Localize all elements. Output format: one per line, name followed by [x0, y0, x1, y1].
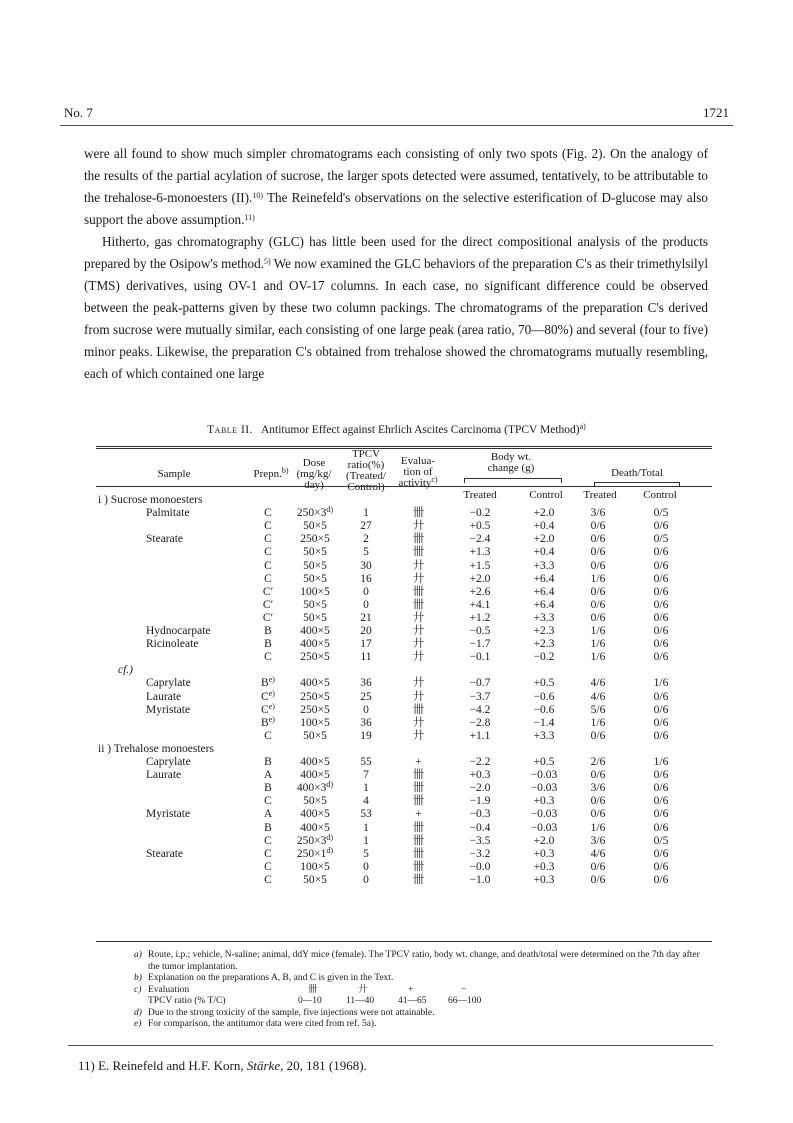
row-prepn: B [264, 756, 272, 768]
row-evaluation: 卌 [412, 546, 424, 559]
row-body-control: +2.0 [533, 834, 555, 847]
row-death-control: 0/6 [653, 703, 669, 716]
row-death-control: 0/6 [653, 611, 669, 624]
row-evaluation: 廾 [412, 690, 424, 703]
table-row [96, 688, 712, 704]
row-body-treated: −0.5 [469, 625, 491, 637]
row-death-control: 0/6 [653, 769, 669, 782]
header-death-treated: Treated [583, 489, 617, 501]
row-prepn: C [264, 847, 272, 860]
row-death-control: 0/6 [653, 690, 669, 703]
row-tpcv-ratio: 30 [360, 559, 372, 572]
row-evaluation: 卌 [412, 703, 424, 716]
row-body-control: +0.4 [533, 520, 555, 533]
row-tpcv-ratio: 1 [363, 821, 369, 834]
row-tpcv-ratio: 0 [363, 585, 369, 598]
row-dose: 100×5 [300, 585, 330, 598]
row-dose: $250\times 3^{d)}$ [296, 505, 334, 520]
row-body-treated: −0.0 [469, 860, 491, 873]
row-death-control: 0/6 [653, 873, 669, 886]
row-tpcv-ratio: 16 [360, 572, 372, 585]
row-body-treated: −2.0 [469, 782, 491, 795]
row-tpcv-ratio: 36 [360, 716, 372, 729]
row-sample: Laurate [146, 769, 182, 782]
body-text [84, 143, 708, 385]
row-evaluation: 廾 [412, 651, 424, 664]
header-body-brace [464, 478, 562, 483]
row-body-treated: −3.2 [469, 847, 491, 860]
table-row [96, 533, 712, 546]
table-label: Table II. [207, 424, 253, 436]
row-prepn: C [264, 533, 272, 546]
row-prepn: A [263, 808, 273, 821]
section-sucrose: i ) Sucrose monoesters [98, 494, 203, 506]
row-death-treated: 5/6 [590, 703, 606, 716]
row-dose: 100×5 [300, 716, 330, 729]
table-row [96, 612, 712, 625]
ref-5: 5) [264, 257, 271, 266]
row-dose: 50×5 [303, 795, 327, 808]
row-death-control: 0/6 [653, 598, 669, 611]
row-dose: 250×5 [300, 703, 330, 716]
row-death-control: 0/6 [653, 559, 669, 572]
row-death-treated: 0/6 [590, 808, 606, 821]
page-header [60, 105, 733, 121]
footnote-c: c) Evaluation 卌 廾 + − TPCV ratio (% T/C) 0—10 11—40 41—65 66—100 [148, 985, 708, 1008]
row-body-control: +2.0 [533, 507, 555, 520]
row-prepn: C [264, 860, 272, 873]
row-dose: 250×5 [300, 651, 330, 664]
row-sample: Caprylate [146, 677, 191, 690]
row-death-treated: 1/6 [590, 821, 606, 834]
row-body-control: −1.4 [533, 716, 555, 729]
row-death-treated: 4/6 [590, 690, 606, 703]
reference-11: 11) E. Reinefeld and H.F. Korn, Stärke, 20, 181 (1968). [78, 1058, 367, 1073]
row-dose: 50×5 [303, 572, 327, 585]
row-death-treated: 0/6 [590, 585, 606, 598]
row-death-control: 0/6 [653, 821, 669, 834]
paragraph-2: Hitherto, gas chromatography (GLC) has little been used for the direct compositional analysis of the products prepared by the Osipow's method.$^{5)}$ We now examined the GLC behaviors of the preparation C's as their trimethylsilyl (TMS) derivatives, using OV-1 and OV-17 columns. In each case, no significant difference could be observed between the peak-patterns given by these two column packings. The chromatograms of the preparation C's derived from sucrose were mutually similar, each consisting of one large peak (area ratio, 70—80%) and several (four to five) minor peaks. Likewise, the preparation C's obtained from trehalose showed the chromatograms mutually resembling, each of which contained one large [84, 234, 708, 381]
row-prepn: B [264, 782, 272, 795]
footnotes [134, 950, 708, 1031]
row-body-treated: +2.6 [469, 585, 491, 598]
row-dose: $250\times 1^{d)}$ [296, 845, 334, 860]
row-body-control: +0.3 [533, 795, 555, 808]
table-top-rule [96, 446, 712, 449]
row-tpcv-ratio: 21 [360, 611, 372, 624]
row-evaluation: 廾 [412, 572, 424, 585]
table-row [96, 677, 712, 690]
row-death-treated: 0/6 [590, 873, 606, 886]
row-evaluation: 卌 [412, 585, 424, 598]
row-sample: Ricinoleate [146, 638, 199, 651]
row-sample: Hydnocarpate [146, 625, 211, 637]
row-death-treated: 3/6 [590, 507, 606, 520]
header-rule [60, 125, 733, 126]
row-death-treated: 1/6 [590, 625, 606, 637]
row-death-treated: 1/6 [590, 572, 606, 585]
row-death-control: 0/6 [653, 795, 669, 808]
row-dose: 50×5 [303, 520, 327, 533]
row-prepn: C [264, 546, 272, 559]
row-death-treated: 0/6 [590, 598, 606, 611]
row-tpcv-ratio: 1 [363, 782, 369, 795]
table-row [96, 832, 712, 848]
row-tpcv-ratio: 7 [363, 769, 369, 782]
row-body-control: −0.03 [530, 808, 558, 821]
row-tpcv-ratio: 20 [360, 625, 372, 637]
row-prepn: $B^{e)}$ [261, 714, 275, 729]
row-dose: 400×5 [300, 756, 330, 768]
table-row [96, 560, 712, 573]
table-row [96, 701, 712, 717]
row-death-control: 0/5 [653, 834, 669, 847]
row-evaluation: + [415, 756, 421, 768]
row-tpcv-ratio: 0 [363, 598, 369, 611]
table-row [96, 520, 712, 533]
row-body-control: +2.3 [533, 638, 555, 651]
row-dose: 50×5 [303, 559, 327, 572]
row-prepn: C [264, 559, 272, 572]
row-prepn: C [264, 651, 272, 664]
row-tpcv-ratio: 4 [363, 795, 369, 808]
row-prepn: C′ [262, 585, 274, 598]
row-death-treated: 3/6 [590, 834, 606, 847]
row-dose: 50×5 [303, 598, 327, 611]
header-body-treated: Treated [463, 489, 497, 501]
row-dose: $250\times 3^{d)}$ [296, 832, 334, 847]
row-prepn: C [264, 520, 272, 533]
row-death-control: 0/6 [653, 716, 669, 729]
table-row [96, 795, 712, 808]
row-tpcv-ratio: 55 [360, 756, 372, 768]
section-comparison: cf.) [118, 664, 134, 677]
row-death-control: 0/6 [653, 520, 669, 533]
row-prepn: C [264, 795, 272, 808]
row-death-treated: 0/6 [590, 611, 606, 624]
header-evaluation: Evalua- tion of activity$^{c)}$ [398, 455, 438, 489]
row-evaluation: 卌 [412, 821, 424, 834]
row-dose: 400×5 [300, 769, 330, 782]
row-death-control: 0/6 [653, 860, 669, 873]
row-death-control: 0/6 [653, 546, 669, 559]
page-number: 1721 [703, 105, 729, 120]
row-body-treated: −1.0 [469, 873, 491, 886]
row-death-control: 0/5 [653, 533, 669, 546]
row-evaluation: 廾 [412, 559, 424, 572]
row-body-treated: +0.3 [469, 769, 491, 782]
row-evaluation: 卌 [412, 795, 424, 808]
row-evaluation: 卌 [412, 860, 424, 873]
table-row [96, 586, 712, 599]
table-row [96, 874, 712, 887]
row-dose: 100×5 [300, 860, 330, 873]
row-death-control: 0/6 [653, 847, 669, 860]
row-death-treated: 0/6 [590, 533, 606, 546]
row-body-control: +0.5 [533, 756, 555, 768]
row-prepn: A [263, 769, 273, 782]
table-row [96, 638, 712, 651]
header-tpcv: TPCV ratio(%) (Treated/ Control) [346, 448, 386, 493]
row-prepn: C′ [262, 598, 274, 611]
row-body-control: +6.4 [533, 572, 555, 585]
row-prepn: C [264, 572, 272, 585]
row-evaluation: 廾 [412, 729, 424, 742]
row-death-treated: 0/6 [590, 520, 606, 533]
row-sample: Laurate [146, 690, 182, 703]
row-death-control: 0/6 [653, 572, 669, 585]
header-prepn: Prepn.$^{b)}$ [253, 466, 289, 480]
row-sample: Myristate [146, 808, 191, 821]
row-body-treated: +4.1 [469, 598, 491, 611]
row-death-control: 0/6 [653, 638, 669, 651]
row-prepn: C′ [262, 611, 274, 624]
footnote-d: d) Due to the strong toxicity of the sample, five injections were not attainable. [134, 1007, 435, 1018]
row-death-control: 0/6 [653, 625, 669, 637]
row-death-treated: 0/6 [590, 546, 606, 559]
row-evaluation: 卌 [412, 782, 424, 795]
row-body-control: −0.2 [533, 651, 555, 664]
row-body-treated: −0.7 [469, 677, 491, 690]
row-body-control: +0.5 [533, 677, 555, 690]
row-body-control: +0.4 [533, 546, 555, 559]
row-body-treated: +1.5 [469, 559, 491, 572]
row-body-control: +6.4 [533, 598, 555, 611]
table-row [96, 822, 712, 835]
row-prepn: B [264, 625, 272, 637]
row-body-treated: −0.3 [469, 808, 491, 821]
row-dose: 50×5 [303, 729, 327, 742]
header-body-control: Control [529, 489, 563, 501]
row-body-control: +3.3 [533, 729, 555, 742]
footnote-a: a) Route, i.p.; vehicle, N-saline; animal, ddY mice (female). The TPCV ratio, body wt. change, and death/total were determined on the 7th day after the tumor implantation. [134, 950, 700, 972]
row-death-treated: 4/6 [590, 847, 606, 860]
row-body-treated: −3.5 [469, 834, 491, 847]
row-body-treated: +1.3 [469, 546, 491, 559]
row-death-control: 0/6 [653, 808, 669, 821]
row-tpcv-ratio: 5 [363, 847, 369, 860]
journal-issue: No. 7 [64, 105, 93, 120]
row-tpcv-ratio: 19 [360, 729, 372, 742]
row-body-control: −0.03 [530, 769, 558, 782]
table-row [96, 808, 712, 821]
row-body-treated: −0.4 [469, 821, 491, 834]
row-prepn: B [264, 638, 272, 651]
row-tpcv-ratio: 11 [360, 651, 372, 664]
row-death-control: 0/6 [653, 782, 669, 795]
row-evaluation: 卌 [412, 769, 424, 782]
row-prepn: $C^{e)}$ [261, 701, 275, 716]
row-prepn: $B^{e)}$ [261, 675, 275, 690]
row-tpcv-ratio: 1 [363, 507, 369, 520]
row-tpcv-ratio: 25 [360, 690, 372, 703]
row-tpcv-ratio: 17 [360, 638, 372, 651]
row-tpcv-ratio: 0 [363, 873, 369, 886]
row-dose: 400×5 [300, 821, 330, 834]
row-evaluation: 卌 [412, 847, 424, 860]
row-death-treated: 0/6 [590, 559, 606, 572]
table-row [96, 625, 712, 638]
row-body-control: +0.3 [533, 860, 555, 873]
row-body-control: +0.3 [533, 873, 555, 886]
row-dose: 250×5 [300, 690, 330, 703]
table-caption: Table II. Antitumor Effect against Ehrlich Ascites Carcinoma (TPCV Method)$^{a)}$ [207, 422, 586, 436]
row-death-control: 0/6 [653, 651, 669, 664]
row-body-control: −0.6 [533, 690, 555, 703]
row-tpcv-ratio: 0 [363, 860, 369, 873]
row-prepn: C [264, 729, 272, 742]
row-body-treated: −1.7 [469, 638, 491, 651]
table-row [96, 599, 712, 612]
row-dose: 400×5 [300, 638, 330, 651]
row-tpcv-ratio: 1 [363, 834, 369, 847]
row-tpcv-ratio: 27 [360, 520, 372, 533]
row-evaluation: 廾 [412, 677, 424, 690]
table-row [96, 769, 712, 782]
row-dose: 400×5 [300, 808, 330, 821]
row-body-treated: −3.7 [469, 690, 491, 703]
row-death-treated: 0/6 [590, 795, 606, 808]
row-body-control: +6.4 [533, 585, 555, 598]
header-death-control: Control [643, 489, 677, 501]
row-death-control: 1/6 [653, 756, 669, 768]
row-dose: 400×5 [300, 625, 330, 637]
row-death-treated: 1/6 [590, 638, 606, 651]
table-row [96, 651, 712, 664]
row-body-control: −0.6 [533, 703, 555, 716]
header-body-weight: Body wt. change (g) [487, 451, 535, 474]
row-prepn: C [264, 873, 272, 886]
row-death-treated: 0/6 [590, 729, 606, 742]
header-dose: Dose (mg/kg/ day) [296, 457, 332, 491]
row-body-control: −0.03 [530, 782, 558, 795]
row-death-treated: 1/6 [590, 651, 606, 664]
table-row [96, 546, 712, 559]
row-sample: Caprylate [146, 756, 191, 768]
row-body-treated: −1.9 [469, 795, 491, 808]
row-evaluation: 卌 [412, 507, 424, 520]
row-sample: Stearate [146, 847, 184, 860]
row-evaluation: 卌 [412, 873, 424, 886]
row-evaluation: 廾 [412, 611, 424, 624]
row-death-treated: 2/6 [590, 756, 606, 768]
row-tpcv-ratio: 5 [363, 546, 369, 559]
row-sample: Stearate [146, 533, 184, 546]
row-body-control: −0.03 [530, 821, 558, 834]
row-sample: Palmitate [146, 507, 190, 520]
row-body-treated: −2.8 [469, 716, 491, 729]
row-body-treated: −0.1 [469, 651, 491, 664]
table-title: Antitumor Effect against Ehrlich Ascites Carcinoma (TPCV Method) [260, 424, 580, 436]
header-sample: Sample [157, 468, 191, 480]
row-death-treated: 0/6 [590, 769, 606, 782]
ref-10: 10) [252, 191, 264, 200]
row-body-control: +0.3 [533, 847, 555, 860]
row-death-control: 0/5 [653, 507, 669, 520]
table-row [96, 845, 712, 861]
row-dose: 50×5 [303, 546, 327, 559]
row-prepn: C [264, 507, 272, 520]
row-death-treated: 4/6 [590, 677, 606, 690]
row-evaluation: + [415, 808, 421, 821]
evaluation-scale: Evaluation 卌 廾 + − TPCV ratio (% T/C) 0—10 11—40 41—65 66—100 [148, 984, 482, 1006]
row-death-control: 0/6 [653, 585, 669, 598]
row-tpcv-ratio: 36 [360, 677, 372, 690]
footnote-b: b) Explanation on the preparations A, B, and C is given in the Text. [134, 973, 394, 983]
row-body-control: +2.3 [533, 625, 555, 637]
row-evaluation: 卌 [412, 834, 424, 847]
table-header-rule [96, 486, 712, 487]
row-death-control: 1/6 [653, 677, 669, 690]
row-prepn: $C^{e)}$ [261, 688, 275, 703]
row-evaluation: 廾 [412, 625, 424, 637]
footnote-e: e) For comparison, the antitumor data were cited from ref. 5a). [134, 1019, 377, 1029]
row-dose: 50×5 [303, 873, 327, 886]
row-body-control: +2.0 [533, 533, 555, 546]
row-body-treated: −2.2 [469, 756, 491, 768]
table-bottom-rule [96, 941, 712, 942]
row-dose: 400×5 [300, 677, 330, 690]
row-evaluation: 廾 [412, 638, 424, 651]
row-body-treated: −4.2 [469, 703, 491, 716]
row-evaluation: 廾 [412, 520, 424, 533]
row-tpcv-ratio: 53 [360, 808, 372, 821]
paragraph-1: were all found to show much simpler chromatograms each consisting of only two spots (Fig. 2). On the analogy of the results of the partial acylation of sucrose, the larger spots detected were assumed, tentatively, to be attributable to the trehalose-6-monoesters (II).$^{10)}$ The Reinefeld's observations on the selective esterification of D-glucose may also support the above assumption.$^{11)}$ [84, 146, 708, 227]
row-tpcv-ratio: 0 [363, 703, 369, 716]
row-body-treated: −2.4 [469, 533, 491, 546]
row-evaluation: 卌 [412, 533, 424, 546]
row-evaluation: 廾 [412, 716, 424, 729]
row-dose: $400\times 3^{d)}$ [296, 780, 334, 795]
table-row [96, 573, 712, 586]
footer-rule [68, 1045, 713, 1046]
table-row [96, 507, 712, 520]
row-dose: 50×5 [303, 611, 327, 624]
row-death-control: 0/6 [653, 729, 669, 742]
row-body-control: +3.3 [533, 611, 555, 624]
row-evaluation: 卌 [412, 598, 424, 611]
table-row [96, 730, 712, 743]
section-trehalose: ii ) Trehalose monoesters [98, 742, 214, 755]
row-death-treated: 1/6 [590, 716, 606, 729]
table-row [96, 714, 712, 730]
row-tpcv-ratio: 2 [363, 533, 369, 546]
table-row [96, 756, 712, 769]
row-body-treated: −0.2 [469, 507, 491, 520]
ref-11: 11) [244, 213, 255, 222]
row-death-treated: 3/6 [590, 782, 606, 795]
row-dose: 250×5 [300, 533, 330, 546]
row-prepn: C [264, 834, 272, 847]
row-body-treated: +1.2 [469, 611, 491, 624]
table-row [96, 782, 712, 795]
row-sample: Myristate [146, 703, 191, 716]
row-body-treated: +0.5 [469, 520, 491, 533]
row-body-treated: +1.1 [469, 729, 491, 742]
row-body-control: +3.3 [533, 559, 555, 572]
row-death-treated: 0/6 [590, 860, 606, 873]
header-death-total: Death/Total [611, 467, 663, 479]
table-row [96, 861, 712, 874]
row-body-treated: +2.0 [469, 572, 491, 585]
row-prepn: B [264, 821, 272, 834]
